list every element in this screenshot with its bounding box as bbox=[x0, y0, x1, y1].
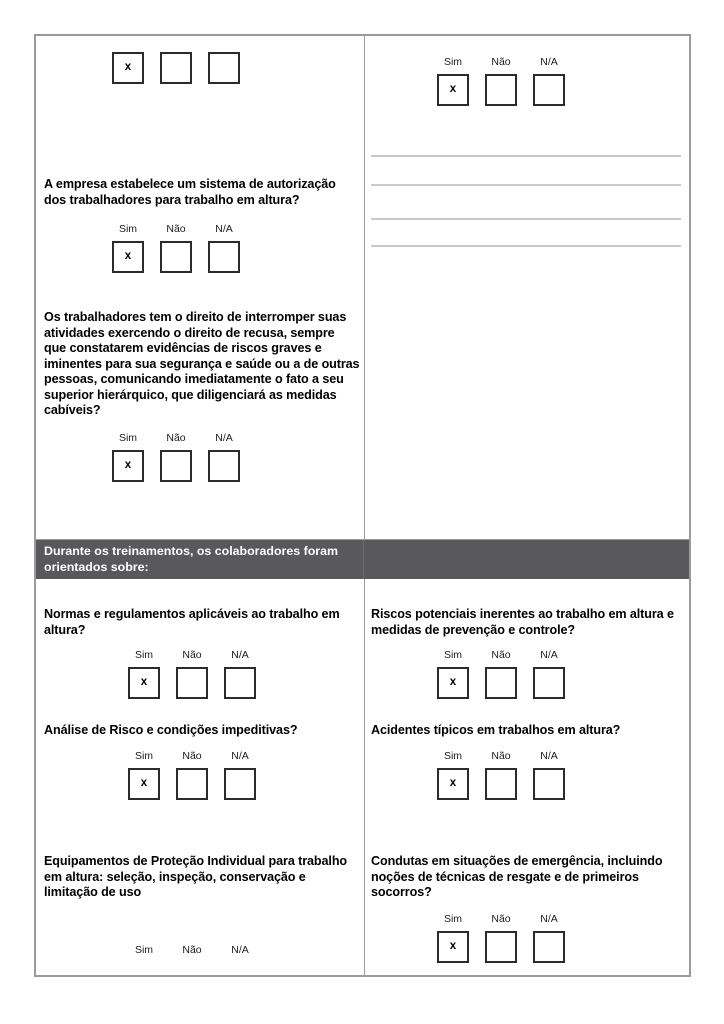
checkbox-na[interactable] bbox=[533, 931, 565, 963]
checkbox-item-nao[interactable] bbox=[176, 750, 208, 800]
checkbox-label-sim: Sim bbox=[118, 223, 138, 235]
checkbox-label-nao: Não bbox=[182, 944, 202, 956]
checkbox-nao[interactable] bbox=[485, 931, 517, 963]
checkbox-item-nao[interactable] bbox=[485, 649, 517, 699]
checkbox-item-nao[interactable] bbox=[485, 56, 517, 106]
question-text-direito-recusa: Os trabalhadores tem o direito de interromper suas atividades exercendo o direito de recusa, sempre que constatarem evidências de riscos graves e iminentes para sua segurança e saúde ou a de outras pessoas, comunicando imediatamente o fato a seu superior hierárquico, que diligenciará as medidas cabíveis? bbox=[44, 310, 360, 417]
checkbox-item-na[interactable] bbox=[208, 223, 240, 273]
checkbox-label-na: N/A bbox=[231, 649, 249, 661]
checkbox-item-na[interactable] bbox=[224, 649, 256, 699]
checkbox-nao[interactable] bbox=[160, 241, 192, 273]
checkbox-sim[interactable]: x bbox=[112, 450, 144, 482]
checkbox-label-nao: Não bbox=[166, 223, 186, 235]
checkbox-sim[interactable]: x bbox=[128, 667, 160, 699]
checkbox-sim[interactable]: x bbox=[437, 74, 469, 106]
checkbox-nao[interactable] bbox=[160, 450, 192, 482]
question-text-riscos-potenciais: Riscos potenciais inerentes ao trabalho em altura e medidas de prevenção e controle? bbox=[371, 607, 674, 637]
question-text-analise-risco: Análise de Risco e condições impeditivas? bbox=[44, 723, 298, 737]
checkbox-row-direito-recusa bbox=[44, 432, 240, 482]
checkbox-item-nao[interactable] bbox=[160, 52, 192, 84]
checkbox-label-na: N/A bbox=[215, 432, 233, 444]
checkbox-row-analise-risco bbox=[128, 750, 256, 800]
checkbox-nao[interactable] bbox=[485, 768, 517, 800]
section-band-treinamentos bbox=[36, 540, 689, 579]
checkbox-item-sim[interactable] bbox=[128, 750, 160, 800]
checkbox-nao[interactable] bbox=[176, 667, 208, 699]
band-right-cell bbox=[363, 540, 689, 579]
checkbox-item-na[interactable] bbox=[533, 56, 565, 106]
checkbox-na[interactable] bbox=[533, 667, 565, 699]
checkbox-label-na: N/A bbox=[231, 944, 249, 956]
checkbox-na[interactable] bbox=[208, 241, 240, 273]
checkbox-sim[interactable]: x bbox=[437, 931, 469, 963]
carryover-checkbox-row-left bbox=[44, 52, 240, 84]
writing-line bbox=[371, 218, 681, 220]
checkbox-label-na: N/A bbox=[540, 56, 558, 68]
carryover-checkbox-row-right bbox=[437, 56, 565, 106]
checkbox-item-sim[interactable] bbox=[112, 432, 144, 482]
checkbox-label-na: N/A bbox=[540, 649, 558, 661]
checkbox-label-sim: Sim bbox=[134, 944, 154, 956]
checkbox-row-normas-regulamentos bbox=[128, 649, 256, 699]
checkbox-item-na[interactable] bbox=[533, 750, 565, 800]
checkbox-row-condutas-emergencia bbox=[437, 913, 565, 963]
checkbox-label-nao: Não bbox=[491, 913, 511, 925]
writing-line bbox=[371, 155, 681, 157]
checkbox-item-na[interactable] bbox=[533, 649, 565, 699]
checkbox-label-sim: Sim bbox=[443, 750, 463, 762]
upper-section bbox=[36, 36, 689, 539]
lower-left-column bbox=[36, 579, 363, 975]
question-text-condutas-emergencia: Condutas em situações de emergência, incluindo noções de técnicas de resgate e de primeiros socorros? bbox=[371, 854, 663, 899]
checkbox-label-nao: Não bbox=[491, 56, 511, 68]
checkbox-label-na: N/A bbox=[540, 750, 558, 762]
checkbox-label-sim: Sim bbox=[443, 649, 463, 661]
question-text-acidentes-tipicos: Acidentes típicos em trabalhos em altura? bbox=[371, 723, 621, 737]
checkbox-label-sim: Sim bbox=[118, 432, 138, 444]
checkbox-item-nao[interactable] bbox=[176, 649, 208, 699]
checkbox-item-nao[interactable] bbox=[485, 750, 517, 800]
checkbox-label-nao: Não bbox=[166, 432, 186, 444]
checkbox-nao[interactable] bbox=[176, 768, 208, 800]
checkbox-label-sim: Sim bbox=[134, 750, 154, 762]
checkbox-label-nao: Não bbox=[182, 649, 202, 661]
band-title: Durante os treinamentos, os colaboradores foram orientados sobre: bbox=[44, 544, 339, 574]
checkbox-row-acidentes-tipicos bbox=[437, 750, 565, 800]
checkbox-label-na: N/A bbox=[540, 913, 558, 925]
checkbox-item-sim[interactable] bbox=[112, 52, 144, 84]
checkbox-item-sim[interactable] bbox=[128, 944, 160, 962]
checkbox-na[interactable] bbox=[224, 667, 256, 699]
checkbox-item-na[interactable] bbox=[208, 432, 240, 482]
question-text-autorizacao: A empresa estabelece um sistema de autorização dos trabalhadores para trabalho em altura? bbox=[44, 177, 336, 207]
checkbox-nao[interactable] bbox=[485, 74, 517, 106]
writing-line bbox=[371, 245, 681, 247]
checkbox-sim[interactable]: x bbox=[128, 768, 160, 800]
checkbox-item-nao[interactable] bbox=[160, 432, 192, 482]
checkbox-label-na: N/A bbox=[215, 223, 233, 235]
checkbox-row-riscos-potenciais bbox=[437, 649, 565, 699]
checkbox-item-na[interactable] bbox=[224, 750, 256, 800]
checkbox-item-nao[interactable] bbox=[485, 913, 517, 963]
checkbox-label-sim: Sim bbox=[443, 913, 463, 925]
lower-section bbox=[36, 579, 689, 975]
lower-right-column bbox=[363, 579, 689, 975]
checklist-form-table bbox=[34, 34, 691, 977]
checkbox-item-sim[interactable] bbox=[128, 649, 160, 699]
checkbox-na[interactable] bbox=[208, 52, 240, 84]
checkbox-labels-epi bbox=[128, 944, 256, 962]
checkbox-nao[interactable] bbox=[160, 52, 192, 84]
checkbox-label-sim: Sim bbox=[443, 56, 463, 68]
checkbox-sim[interactable]: x bbox=[437, 667, 469, 699]
checkbox-item-na[interactable] bbox=[224, 944, 256, 962]
question-text-normas-regulamentos: Normas e regulamentos aplicáveis ao trabalho em altura? bbox=[44, 607, 340, 637]
band-left-cell bbox=[36, 540, 363, 579]
checkbox-item-na[interactable] bbox=[208, 52, 240, 84]
checkbox-na[interactable] bbox=[224, 768, 256, 800]
writing-line bbox=[371, 184, 681, 186]
checkbox-label-nao: Não bbox=[491, 649, 511, 661]
question-text-epi: Equipamentos de Proteção Individual para trabalho em altura: seleção, inspeção, conservação e limitação de uso bbox=[44, 854, 348, 899]
checkbox-nao[interactable] bbox=[485, 667, 517, 699]
checkbox-label-nao: Não bbox=[491, 750, 511, 762]
checkbox-label-sim: Sim bbox=[134, 649, 154, 661]
checkbox-sim[interactable]: x bbox=[112, 52, 144, 84]
checkbox-sim[interactable]: x bbox=[437, 768, 469, 800]
checkbox-na[interactable] bbox=[533, 74, 565, 106]
upper-left-column bbox=[36, 36, 363, 539]
checkbox-label-na: N/A bbox=[231, 750, 249, 762]
checkbox-item-sim[interactable] bbox=[437, 913, 469, 963]
checkbox-sim[interactable]: x bbox=[112, 241, 144, 273]
checkbox-item-sim[interactable] bbox=[437, 750, 469, 800]
checkbox-na[interactable] bbox=[533, 768, 565, 800]
upper-right-column bbox=[363, 36, 689, 539]
checkbox-item-sim[interactable] bbox=[112, 223, 144, 273]
checkbox-item-nao[interactable] bbox=[176, 944, 208, 962]
checkbox-item-sim[interactable] bbox=[437, 56, 469, 106]
checkbox-item-nao[interactable] bbox=[160, 223, 192, 273]
checkbox-item-sim[interactable] bbox=[437, 649, 469, 699]
checkbox-label-nao: Não bbox=[182, 750, 202, 762]
checkbox-row-autorizacao bbox=[44, 223, 240, 273]
checkbox-item-na[interactable] bbox=[533, 913, 565, 963]
checkbox-na[interactable] bbox=[208, 450, 240, 482]
